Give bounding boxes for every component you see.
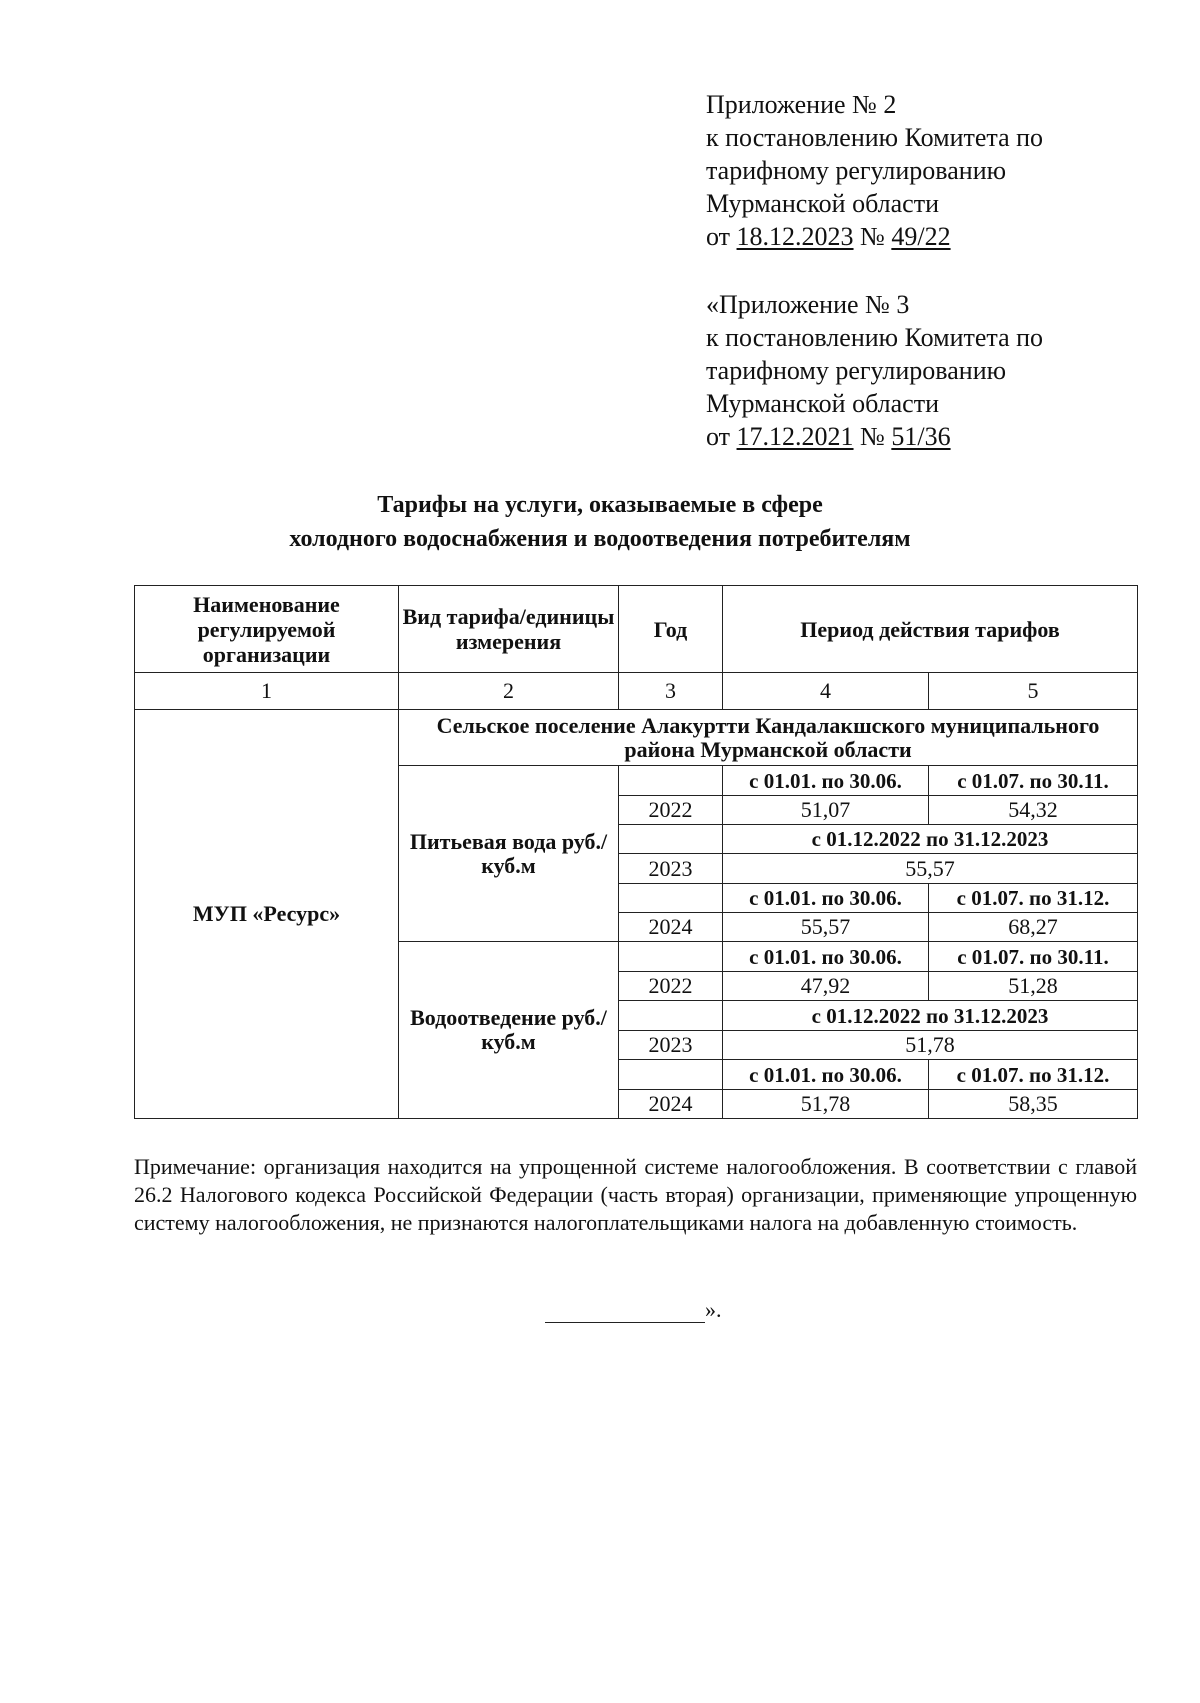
- document-title: [0, 488, 1200, 556]
- period-cell: с 01.07. по 30.11.: [929, 942, 1138, 972]
- year-cell: 2024: [619, 1090, 723, 1119]
- resolution-date: 18.12.2023: [736, 222, 854, 251]
- year-cell: 2024: [619, 913, 723, 942]
- closing-mark: [545, 1297, 722, 1323]
- appendix-line: Мурманской области: [706, 389, 939, 418]
- year-cell: 2022: [619, 972, 723, 1001]
- appendix-line: «Приложение № 3: [706, 290, 910, 319]
- appendix-date-line: [706, 220, 1146, 253]
- header-year: Год: [619, 586, 723, 673]
- tariff-value: 55,57: [723, 913, 929, 942]
- tariff-value: 55,57: [723, 854, 1138, 884]
- appendix-line: тарифному регулированию: [706, 356, 1007, 385]
- appendix-line: к постановлению Комитета по: [706, 123, 1044, 152]
- table-header-row: [135, 586, 1138, 673]
- tariff-value: 51,78: [723, 1090, 929, 1119]
- tariff-table: [134, 585, 1138, 1119]
- tariff-value: 58,35: [929, 1090, 1138, 1119]
- period-cell: с 01.07. по 31.12.: [929, 884, 1138, 913]
- year-cell: [619, 825, 723, 854]
- service-wastewater: Водоотведение руб./куб.м: [399, 942, 619, 1119]
- year-cell: [619, 1060, 723, 1090]
- period-cell: с 01.12.2022 по 31.12.2023: [723, 1001, 1138, 1031]
- tariff-value: 47,92: [723, 972, 929, 1001]
- column-number-row: [135, 673, 1138, 710]
- column-number: 5: [929, 673, 1138, 710]
- column-number: 2: [399, 673, 619, 710]
- year-cell: [619, 942, 723, 972]
- resolution-date: 17.12.2021: [736, 422, 854, 451]
- appendix-reference-1: [706, 88, 1146, 253]
- period-cell: с 01.07. по 30.11.: [929, 766, 1138, 796]
- header-period: Период действия тарифов: [723, 586, 1138, 673]
- table-row: [135, 710, 1138, 766]
- appendix-line: Мурманской области: [706, 189, 939, 218]
- appendix-line: тарифному регулированию: [706, 156, 1007, 185]
- tariff-value: 51,28: [929, 972, 1138, 1001]
- signature-underline: [545, 1302, 705, 1323]
- appendix-date-line: [706, 420, 1146, 453]
- year-cell: [619, 766, 723, 796]
- appendix-reference-2: [706, 288, 1146, 453]
- year-cell: [619, 884, 723, 913]
- date-prefix: от: [706, 222, 737, 251]
- column-number: 3: [619, 673, 723, 710]
- organization-name: МУП «Ресурс»: [135, 710, 399, 1119]
- resolution-number: 49/22: [891, 222, 951, 251]
- period-cell: с 01.01. по 30.06.: [723, 766, 929, 796]
- service-drinking-water: Питьевая вода руб./куб.м: [399, 766, 619, 942]
- number-prefix: №: [853, 222, 892, 251]
- title-line-1: Тарифы на услуги, оказываемые в сфере: [377, 492, 823, 518]
- number-prefix: №: [853, 422, 892, 451]
- resolution-number: 51/36: [891, 422, 951, 451]
- header-tariff-type: Вид тарифа/единицы измерения: [399, 586, 619, 673]
- tariff-value: 68,27: [929, 913, 1138, 942]
- settlement-name: Сельское поселение Алакуртти Кандалакшского муниципального района Мурманской области: [399, 710, 1138, 766]
- title-line-2: холодного водоснабжения и водоотведения потребителям: [289, 526, 911, 552]
- date-prefix: от: [706, 422, 737, 451]
- tariff-value: 54,32: [929, 796, 1138, 825]
- tariff-value: 51,78: [723, 1031, 1138, 1060]
- column-number: 1: [135, 673, 399, 710]
- tax-note: Примечание: организация находится на упрощенной системе налогообложения. В соответствии с главой 26.2 Налогового кодекса Российской Федерации (часть вторая) организации, применяющие упрощенную систему налогообложения, не признаются налогоплательщиками налога на добавленную стоимость.: [134, 1154, 1137, 1235]
- tariff-value: 51,07: [723, 796, 929, 825]
- year-cell: 2023: [619, 854, 723, 884]
- period-cell: с 01.01. по 30.06.: [723, 942, 929, 972]
- year-cell: 2023: [619, 1031, 723, 1060]
- appendix-line: Приложение № 2: [706, 90, 897, 119]
- appendix-line: к постановлению Комитета по: [706, 323, 1044, 352]
- period-cell: с 01.12.2022 по 31.12.2023: [723, 825, 1138, 854]
- period-cell: с 01.01. по 30.06.: [723, 884, 929, 913]
- closing-quote: ».: [705, 1297, 722, 1322]
- period-cell: с 01.07. по 31.12.: [929, 1060, 1138, 1090]
- header-organization: Наименование регулируемой организации: [135, 586, 399, 673]
- year-cell: [619, 1001, 723, 1031]
- period-cell: с 01.01. по 30.06.: [723, 1060, 929, 1090]
- year-cell: 2022: [619, 796, 723, 825]
- column-number: 4: [723, 673, 929, 710]
